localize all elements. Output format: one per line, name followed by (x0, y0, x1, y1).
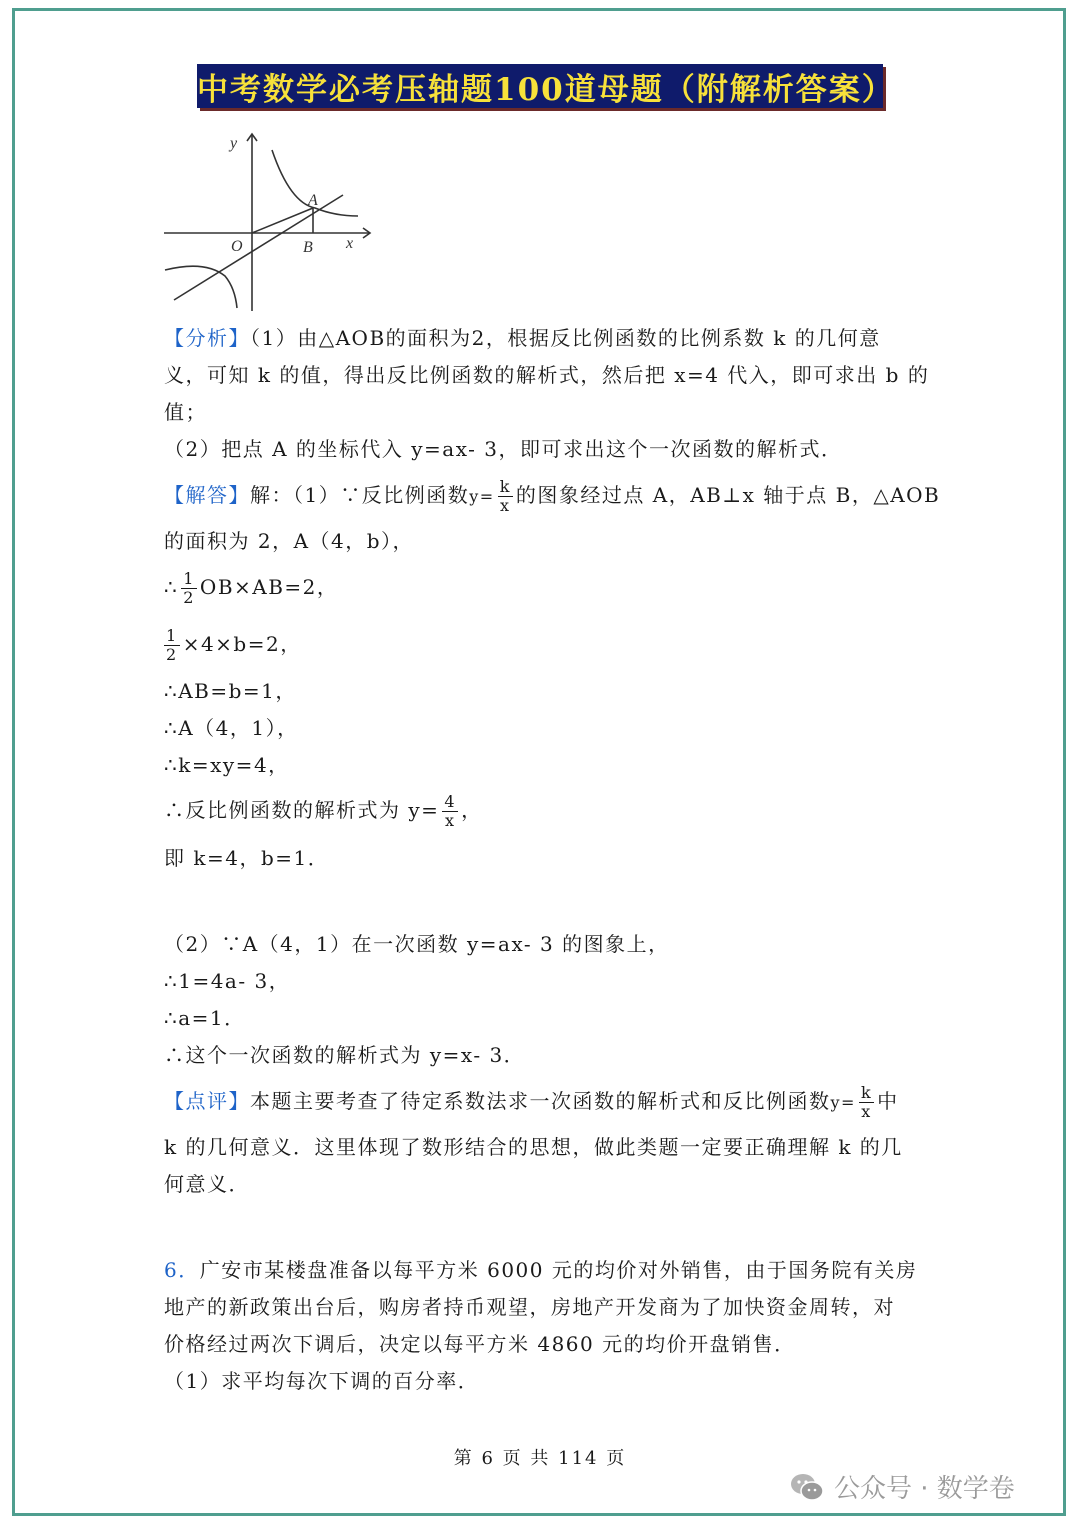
frac-numerator: k (499, 477, 511, 496)
label-x: x (346, 235, 354, 252)
answer-line-3 (164, 570, 338, 607)
analysis-line-1 (164, 324, 881, 352)
question-6-text-1: 广安市某楼盘准备以每平方米 6000 元的均价对外销售，由于国务院有关房 (199, 1258, 918, 1282)
frac-numerator: 1 (166, 626, 178, 645)
question-6-line-4: （1）求平均每次下调的百分率． (164, 1369, 480, 1393)
label-b: B (303, 239, 313, 256)
fraction-four-over-x (442, 793, 458, 830)
comment-line-3: 何意义． (164, 1172, 250, 1196)
frac-denominator: x (861, 1102, 872, 1121)
answer-text-1a: 解：（1）∵反比例函数 (250, 483, 470, 507)
therefore-symbol: ∴ (164, 575, 179, 599)
fraction-one-half (181, 570, 197, 607)
answer-line-10: （2）∵A（4，1）在一次函数 y=ax- 3 的图象上， (164, 932, 670, 956)
answer-line-5: ∴AB=b=1， (164, 679, 297, 703)
answer-line-13: ∴这个一次函数的解析式为 y=x- 3． (164, 1043, 526, 1067)
analysis-line-4: （2）把点 A 的坐标代入 y=ax- 3，即可求出这个一次函数的解析式． (164, 437, 843, 461)
frac-y-label: y= (830, 1093, 856, 1112)
segment-OA (252, 208, 313, 233)
frac-numerator: k (860, 1083, 873, 1102)
analysis-tag: 【分析】 (164, 326, 250, 350)
comment-line-2: k 的几何意义．这里体现了数形结合的思想，做此类题一定要正确理解 k 的几 (164, 1135, 903, 1159)
frac-numerator: 1 (183, 569, 195, 588)
linear-function-line (174, 195, 343, 300)
answer-text-8: ∴反比例函数的解析式为 y= (164, 798, 440, 822)
page-title: 中考数学必考压轴题100道母题（附解析答案） (197, 64, 883, 108)
label-y: y (230, 135, 238, 152)
label-o: O (231, 238, 243, 255)
answer-text-4: ×4×b=2， (182, 632, 302, 656)
frac-denominator: 2 (183, 588, 195, 607)
answer-line-12: ∴a=1． (164, 1006, 246, 1030)
comment-text-1-end: 中 (877, 1089, 899, 1113)
watermark-text: 公众号 · 数学卷 (834, 1474, 1015, 1504)
fraction-one-half (164, 627, 180, 664)
frac-y-label: y= (469, 487, 495, 506)
answer-line-6: ∴A（4，1）， (164, 716, 299, 740)
question-6-line-3: 价格经过两次下调后，决定以每平方米 4860 元的均价开盘销售． (164, 1332, 796, 1356)
answer-line-7: ∴k=xy=4， (164, 753, 290, 777)
label-a: A (308, 192, 318, 209)
comma: ， (461, 798, 483, 822)
fraction-k-over-x (859, 1084, 874, 1121)
analysis-text-1: （1）由△AOB的面积为2，根据反比例函数的比例系数 k 的几何意 (250, 326, 881, 350)
answer-line-8 (164, 793, 483, 830)
frac-denominator: x (500, 496, 511, 515)
wechat-icon (790, 1472, 824, 1502)
question-number: 6． (164, 1258, 200, 1282)
frac-denominator: 2 (166, 645, 178, 664)
comment-tag: 【点评】 (164, 1089, 250, 1113)
comment-text-1: 本题主要考查了待定系数法求一次函数的解析式和反比例函数 (250, 1089, 831, 1113)
answer-line-9: 即 k=4，b=1． (164, 846, 330, 870)
answer-line-1 (164, 478, 940, 515)
question-6-line-1 (164, 1256, 917, 1284)
comment-line-1 (164, 1084, 899, 1121)
analysis-line-2: 义，可知 k 的值，得出反比例函数的解析式，然后把 x=4 代入，即可求出 b 的 (164, 363, 930, 387)
answer-line-2: 的面积为 2，A（4，b）， (164, 529, 415, 553)
frac-denominator: x (445, 811, 456, 830)
answer-text-1b: 的图象经过点 A，AB⊥x 轴于点 B，△AOB (515, 483, 941, 507)
analysis-line-3: 值； (164, 400, 207, 424)
answer-line-11: ∴1=4a- 3， (164, 969, 291, 993)
page-number: 第 6 页 共 114 页 (453, 1448, 627, 1469)
answer-text-3: OB×AB=2， (199, 575, 339, 599)
answer-line-4 (164, 627, 302, 664)
hyperbola-branch-2 (165, 266, 237, 308)
fraction-k-over-x (498, 478, 513, 515)
frac-numerator: 4 (444, 792, 457, 811)
question-6-line-2: 地产的新政策出台后，购房者持币观望，房地产开发商为了加快资金周转，对 (164, 1295, 895, 1319)
watermark (790, 1468, 1015, 1505)
function-graph (160, 128, 375, 313)
answer-tag: 【解答】 (164, 483, 250, 507)
